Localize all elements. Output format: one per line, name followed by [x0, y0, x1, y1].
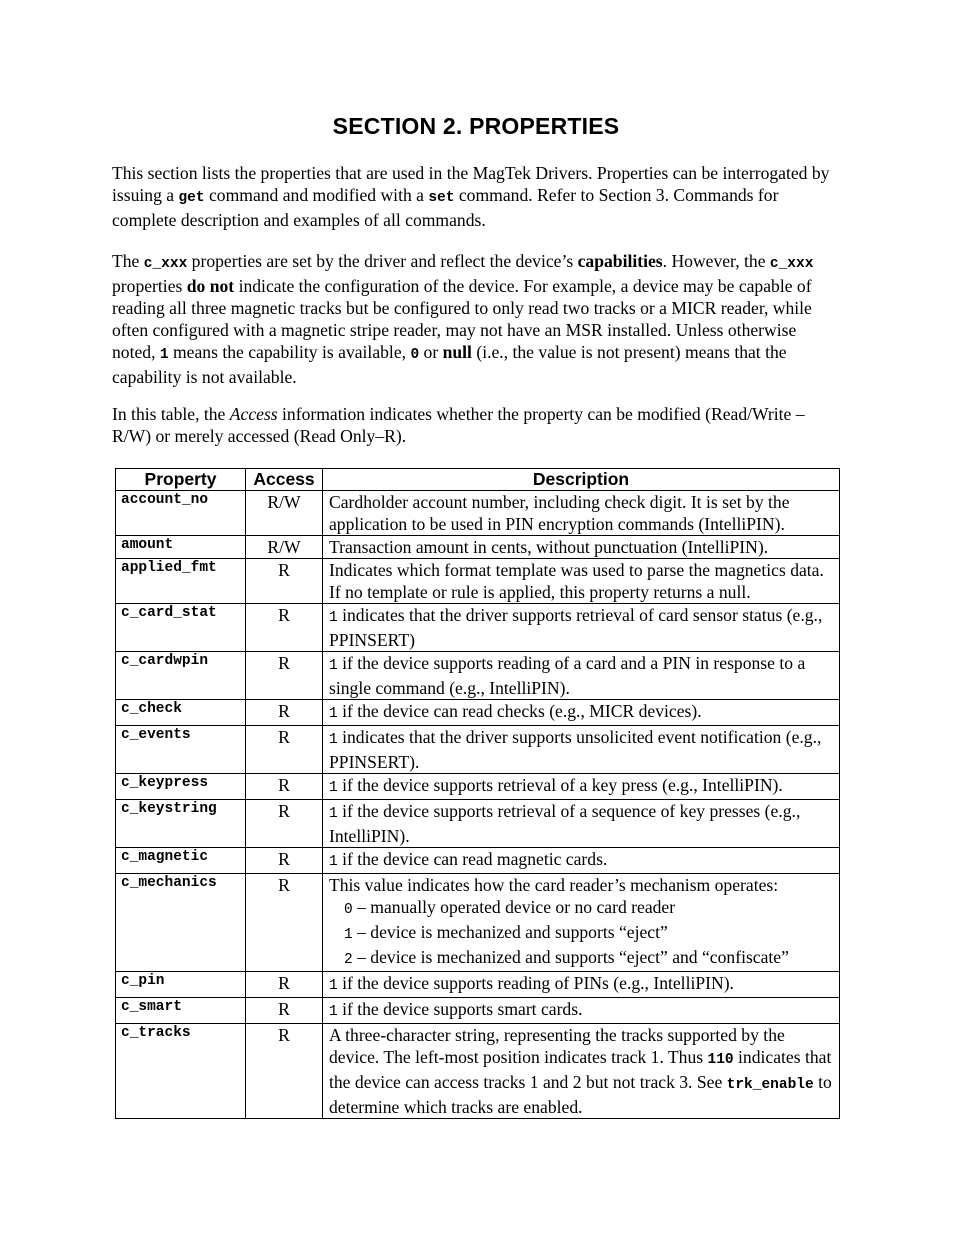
table-row	[116, 491, 840, 536]
property-name: c_card_stat	[121, 605, 217, 621]
property-cell	[116, 800, 246, 848]
code-value: 1	[329, 658, 338, 674]
intro-paragraph-1	[112, 162, 840, 231]
table-row	[116, 652, 840, 700]
text: or	[419, 342, 443, 362]
property-cell	[116, 604, 246, 652]
description-cell: Transaction amount in cents, without punctuation (IntelliPIN).	[323, 536, 840, 559]
table-row	[116, 972, 840, 998]
table-header-row	[116, 469, 840, 491]
access-cell: R/W	[246, 536, 323, 559]
property-cell	[116, 972, 246, 998]
table-row	[116, 774, 840, 800]
table-row	[116, 559, 840, 604]
description-text: if the device supports reading of PINs (e.g., IntelliPIN).	[337, 973, 734, 993]
property-name: c_cardwpin	[121, 653, 209, 669]
description-text: This value indicates how the card reader’s mechanism operates:	[329, 875, 779, 895]
mechanics-option	[329, 946, 833, 971]
property-name: amount	[121, 537, 174, 553]
description-cell	[323, 700, 840, 726]
access-cell: R	[246, 604, 323, 652]
property-cell	[116, 1024, 246, 1119]
code-value: 1	[329, 806, 338, 822]
description-cell	[323, 774, 840, 800]
description-cell	[323, 604, 840, 652]
option-text: – device is mechanized and supports “eject”	[352, 922, 668, 942]
text: properties are set by the driver and reflect the device’s	[187, 251, 578, 271]
intro-paragraph-2	[112, 250, 840, 388]
text: properties	[112, 276, 187, 296]
description-text: indicates that the driver supports retrieval of card sensor status (e.g., PPINSERT)	[329, 605, 823, 650]
set-command: set	[428, 190, 455, 206]
property-name: c_events	[121, 727, 191, 743]
property-name: c_keystring	[121, 801, 217, 817]
intro-paragraph-3	[112, 403, 840, 447]
description-cell: Indicates which format template was used to parse the magnetics data. If no template or rule is applied, this property returns a null.	[323, 559, 840, 604]
description-text: to determine which tracks are enabled.	[329, 1072, 832, 1117]
access-cell: R	[246, 972, 323, 998]
table-row	[116, 1024, 840, 1119]
code-value: 1	[344, 927, 353, 943]
description-cell	[323, 972, 840, 998]
text: means the capability is available,	[168, 342, 411, 362]
code-value: trk_enable	[726, 1077, 814, 1093]
c-xxx-code: c_xxx	[769, 256, 814, 272]
get-command: get	[178, 190, 205, 206]
table-row	[116, 848, 840, 874]
table-row	[116, 998, 840, 1024]
access-cell: R	[246, 1024, 323, 1119]
description-cell	[323, 726, 840, 774]
property-cell	[116, 700, 246, 726]
description-text: if the device can read magnetic cards.	[337, 849, 608, 869]
description-cell	[323, 848, 840, 874]
code-value: 110	[707, 1052, 734, 1068]
property-cell	[116, 874, 246, 972]
text: command and modified with a	[204, 185, 429, 205]
access-cell: R	[246, 652, 323, 700]
property-cell	[116, 652, 246, 700]
table-row	[116, 604, 840, 652]
table-row	[116, 874, 840, 972]
property-name: c_keypress	[121, 775, 209, 791]
property-name: c_tracks	[121, 1025, 191, 1041]
access-cell: R	[246, 848, 323, 874]
description-cell	[323, 1024, 840, 1119]
access-cell: R	[246, 700, 323, 726]
table-row	[116, 726, 840, 774]
property-name: applied_fmt	[121, 560, 217, 576]
property-cell	[116, 491, 246, 536]
code-value: 1	[329, 978, 338, 994]
property-name: c_smart	[121, 999, 182, 1015]
access-cell: R	[246, 998, 323, 1024]
text: command. Refer to Section 3. Commands for complete description and examples of all commands.	[112, 185, 779, 230]
description-text: A three-character string, representing the tracks supported by the device. The left-most position indicates track 1. Thus	[329, 1025, 785, 1067]
description-cell	[323, 998, 840, 1024]
zero-code: 0	[410, 347, 420, 363]
description-cell: Cardholder account number, including check digit. It is set by the application to be used in PIN encryption commands (IntelliPIN).	[323, 491, 840, 536]
table-row	[116, 536, 840, 559]
description-cell	[323, 800, 840, 848]
access-cell: R	[246, 726, 323, 774]
property-cell	[116, 559, 246, 604]
access-cell: R	[246, 559, 323, 604]
description-cell	[323, 874, 840, 972]
code-value: 0	[344, 902, 353, 918]
code-value: 1	[329, 732, 338, 748]
property-cell	[116, 536, 246, 559]
do-not-bold: do not	[186, 276, 235, 296]
property-name: c_check	[121, 701, 182, 717]
description-text: if the device can read checks (e.g., MICR devices).	[337, 701, 702, 721]
header-description: Description	[323, 469, 840, 491]
code-value: 1	[329, 780, 338, 796]
text: This section lists the properties that are used in the MagTek Drivers. Properties can be interrogated by issuing a	[112, 163, 830, 205]
description-text: if the device supports retrieval of a sequence of key presses (e.g., IntelliPIN).	[329, 801, 801, 846]
description-text: if the device supports smart cards.	[337, 999, 583, 1019]
access-cell: R	[246, 874, 323, 972]
text: (i.e., the value is not present) means that the capability is not available.	[112, 342, 787, 387]
property-name: c_mechanics	[121, 875, 217, 891]
mechanics-option	[329, 896, 833, 921]
text: indicate the configuration of the device. For example, a device may be capable of reading all three magnetic tracks but be configured to only read two tracks or a MICR reader, while often configured with a magnetic stripe reader, may not have an MSR installed. Unless otherwise noted,	[112, 276, 812, 362]
header-property: Property	[116, 469, 246, 491]
access-cell: R/W	[246, 491, 323, 536]
code-value: 1	[329, 610, 338, 626]
property-cell	[116, 848, 246, 874]
c-xxx-code: c_xxx	[143, 256, 188, 272]
property-name: account_no	[121, 492, 209, 508]
null-bold: null	[442, 342, 472, 362]
mechanics-option	[329, 921, 833, 946]
property-cell	[116, 774, 246, 800]
text: The	[112, 251, 144, 271]
table-row	[116, 800, 840, 848]
option-text: – manually operated device or no card reader	[352, 897, 676, 917]
text: information indicates whether the property can be modified (Read/Write –R/W) or merely accessed (Read Only–R).	[112, 404, 805, 446]
header-access: Access	[246, 469, 323, 491]
description-text: if the device supports reading of a card and a PIN in response to a single command (e.g., IntelliPIN).	[329, 653, 806, 698]
text: In this table, the	[112, 404, 230, 424]
access-italic: Access	[229, 404, 278, 424]
description-cell	[323, 652, 840, 700]
description-text: if the device supports retrieval of a key press (e.g., IntelliPIN).	[337, 775, 783, 795]
code-value: 1	[329, 854, 338, 870]
code-value: 2	[344, 952, 353, 968]
access-cell: R	[246, 800, 323, 848]
one-code: 1	[159, 347, 169, 363]
properties-table	[115, 468, 840, 1119]
description-text: indicates that the driver supports unsolicited event notification (e.g., PPINSERT).	[329, 727, 822, 772]
option-text: – device is mechanized and supports “eject” and “confiscate”	[352, 947, 789, 967]
property-name: c_pin	[121, 973, 165, 989]
access-cell: R	[246, 774, 323, 800]
code-value: 1	[329, 706, 338, 722]
property-cell	[116, 998, 246, 1024]
property-cell	[116, 726, 246, 774]
capabilities-bold: capabilities	[577, 251, 663, 271]
table-row	[116, 700, 840, 726]
description-text: indicates that the device can access tracks 1 and 2 but not track 3. See	[329, 1047, 832, 1092]
section-heading: SECTION 2. PROPERTIES	[332, 113, 620, 139]
property-name: c_magnetic	[121, 849, 209, 865]
code-value: 1	[329, 1004, 338, 1020]
text: . However, the	[662, 251, 770, 271]
